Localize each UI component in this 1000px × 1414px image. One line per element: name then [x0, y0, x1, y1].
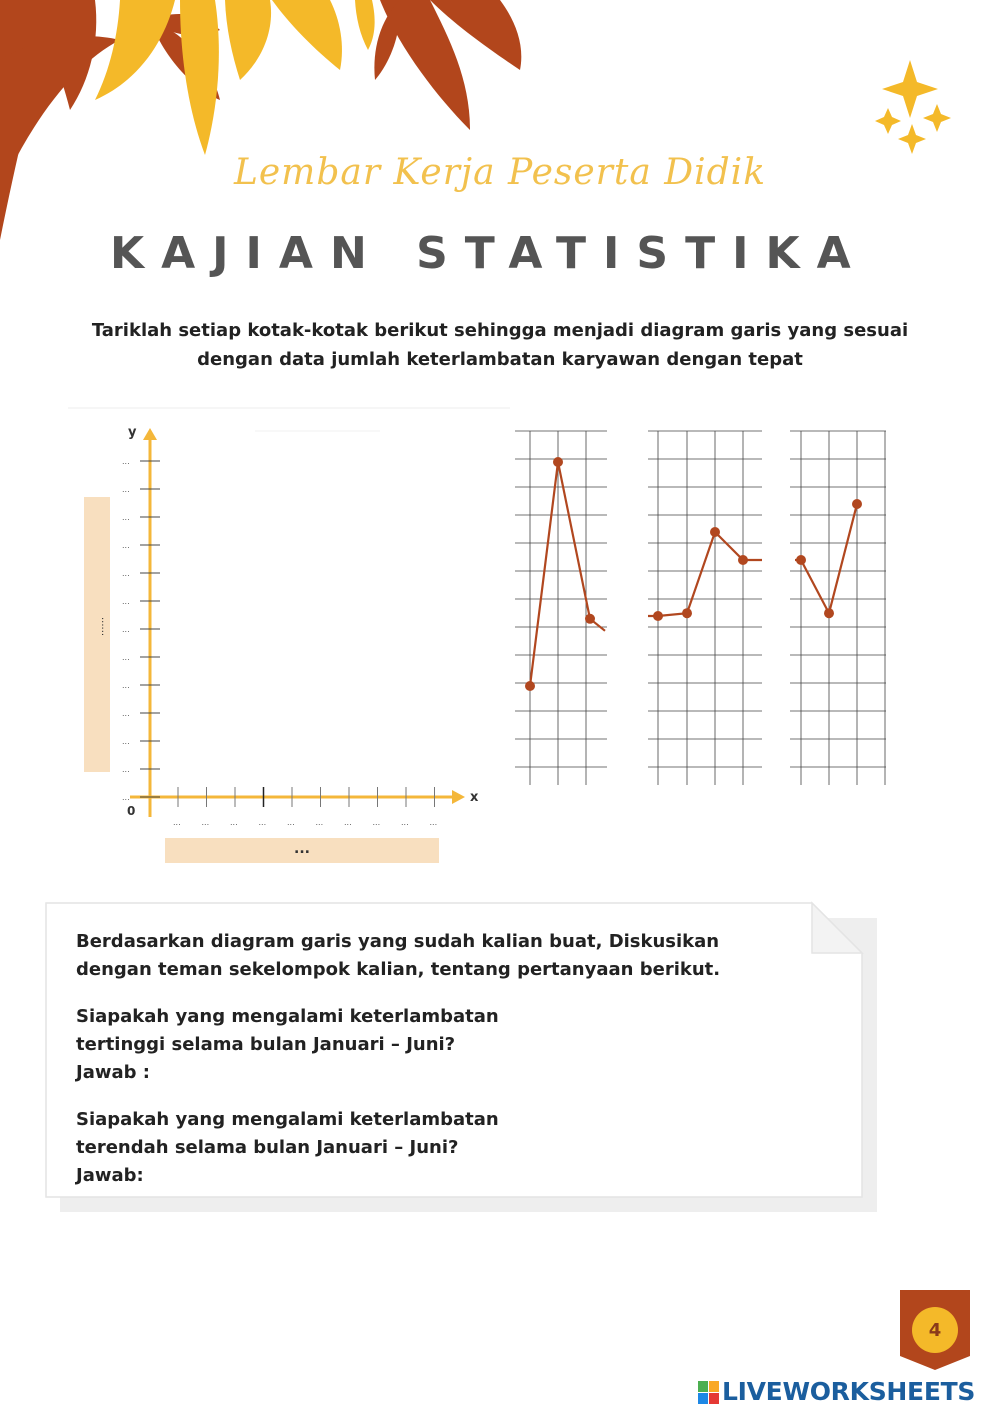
y-tick-label: ... — [122, 709, 130, 718]
question-2-line-1: Siapakah yang mengalami keterlambatan — [76, 1109, 499, 1130]
y-axis-letter: y — [128, 425, 137, 440]
y-axis-label: ...... — [99, 617, 110, 637]
y-tick-label: ... — [122, 457, 130, 466]
y-tick-label: ... — [122, 485, 130, 494]
data-point — [682, 608, 692, 618]
y-tick-label: ... — [122, 793, 130, 802]
y-tick-label: ... — [122, 541, 130, 550]
data-point — [710, 527, 720, 537]
x-axis-label-dropzone[interactable]: ... — [165, 838, 439, 863]
question-card — [76, 928, 836, 1209]
y-tick-label: ... — [122, 569, 130, 578]
page-title: KAJIAN STATISTIKA — [110, 228, 868, 279]
question-1-line-1: Siapakah yang mengalami keterlambatan — [76, 1006, 499, 1027]
y-tick-label: ... — [122, 653, 130, 662]
x-tick-label: ... — [287, 818, 295, 827]
page-number: 4 — [928, 1320, 942, 1341]
data-point — [585, 614, 595, 624]
origin-label: 0 — [127, 804, 136, 818]
data-line — [530, 462, 605, 686]
y-tick-label: ... — [122, 737, 130, 746]
data-point — [525, 681, 535, 691]
liveworksheets-logo-icon — [698, 1381, 720, 1405]
question-2 — [76, 1106, 836, 1190]
x-tick-label: ... — [372, 818, 381, 827]
discussion-intro: Berdasarkan diagram garis yang sudah kalian buat, Diskusikan dengan teman sekelompok kalian, tentang pertanyaan berikut. — [76, 931, 721, 980]
y-tick-label: ... — [122, 513, 130, 522]
data-point — [553, 457, 563, 467]
y-tick-label: ... — [122, 625, 130, 634]
draggable-graph-piece-3[interactable] — [790, 431, 886, 785]
instruction-text: Tariklah setiap kotak-kotak berikut sehingga menjadi diagram garis yang sesuai dengan data jumlah keterlambatan karyawan dengan tepat — [91, 320, 909, 370]
answer-2-label: Jawab: — [76, 1165, 144, 1186]
question-1-line-2: tertinggi selama bulan Januari – Juni? — [76, 1034, 456, 1055]
x-tick-label: ... — [230, 818, 238, 827]
x-tick-label: ... — [258, 818, 267, 827]
y-tick-label: ... — [122, 681, 130, 690]
draggable-graph-piece-2[interactable] — [648, 431, 762, 785]
data-point — [824, 608, 834, 618]
data-point — [852, 499, 862, 509]
answer-1-label: Jawab : — [76, 1062, 150, 1083]
worksheet-subtitle: Lembar Kerja Peserta Didik — [233, 152, 767, 193]
question-1 — [76, 1003, 836, 1087]
x-tick-label: ... — [344, 818, 352, 827]
draggable-graph-piece-1[interactable] — [515, 431, 607, 785]
x-tick-label: ... — [201, 818, 210, 827]
x-tick-label: ... — [173, 818, 181, 827]
x-axis-letter: x — [470, 790, 479, 805]
question-2-line-2: terendah selama bulan Januari – Juni? — [76, 1137, 459, 1158]
y-tick-label: ... — [122, 765, 130, 774]
x-tick-label: ... — [401, 818, 409, 827]
data-line — [648, 532, 762, 616]
data-point — [796, 555, 806, 565]
y-tick-label: ... — [122, 597, 130, 606]
data-point — [738, 555, 748, 565]
x-tick-label: ... — [315, 818, 324, 827]
data-point — [653, 611, 663, 621]
x-tick-label: ... — [429, 818, 438, 827]
liveworksheets-brand[interactable]: LIVEWORKSHEETS — [722, 1377, 976, 1406]
